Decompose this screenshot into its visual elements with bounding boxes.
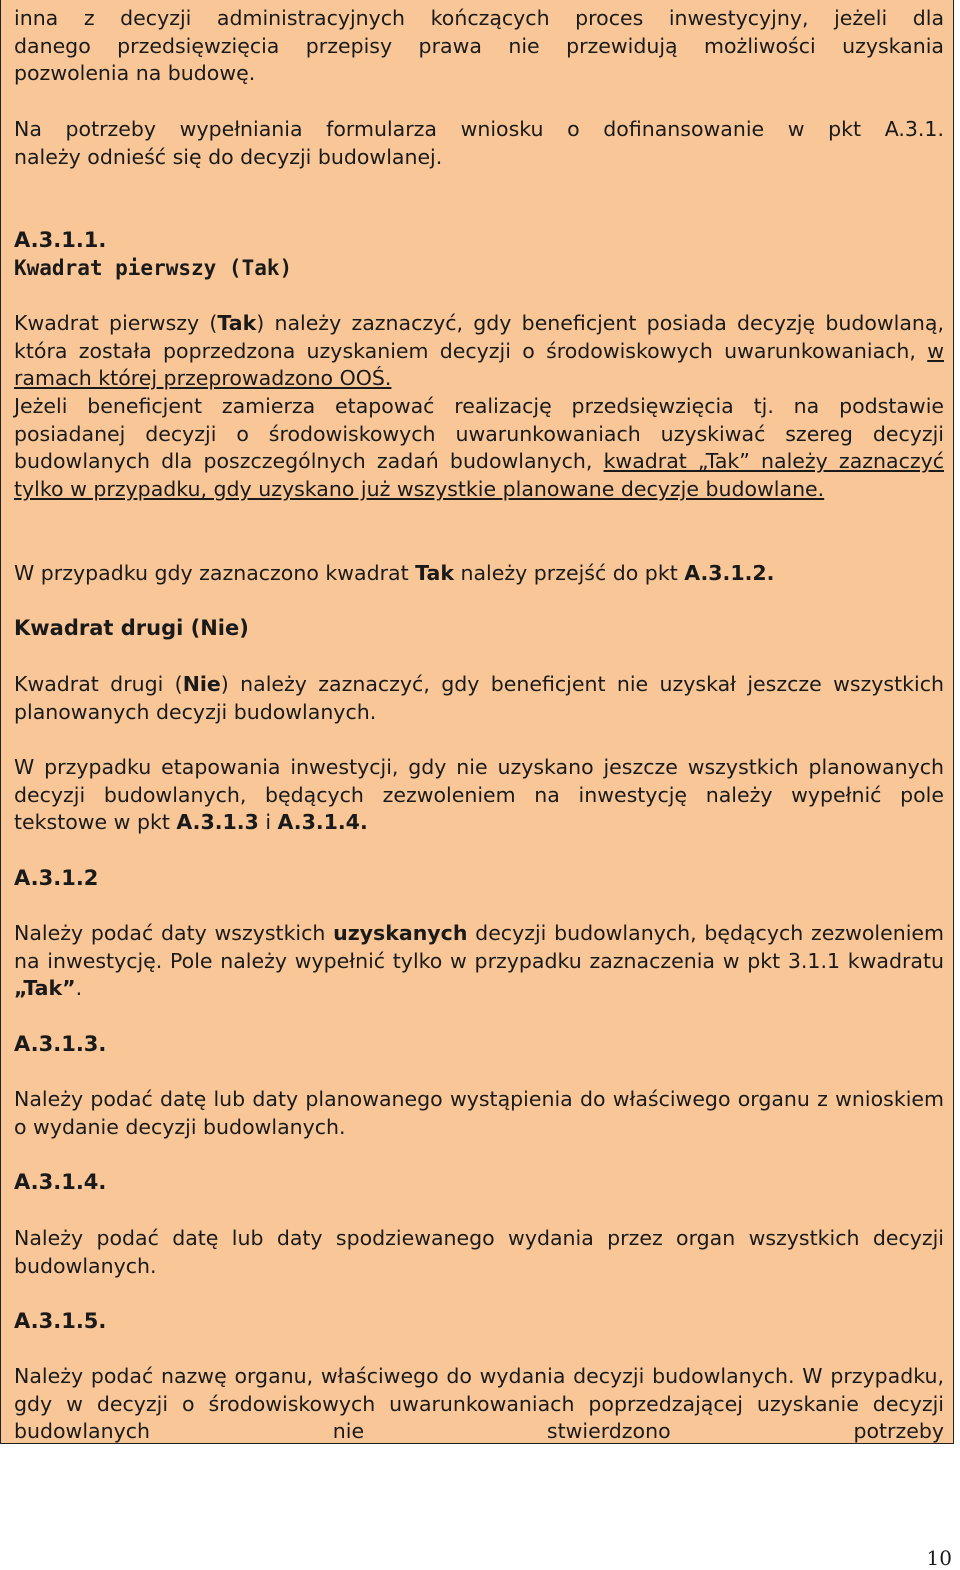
kwadrat-drugi-paragraph-2: W przypadku etapowania inwestycji, gdy nie uzyskano jeszcze wszystkich planowanych decyzji budowlanych, będących zezwoleniem na inwestycję należy wypełnić pole tekstowe w pkt A.3.1.3 i A.3.1.4. — [14, 755, 944, 835]
kwadrat-pierwszy-paragraph-3: W przypadku gdy zaznaczono kwadrat Tak należy przejść do pkt A.3.1.2. — [14, 561, 775, 585]
section-title-kwadrat-drugi: Kwadrat drugi (Nie) — [14, 616, 249, 640]
page-number: 10 — [926, 1546, 952, 1570]
section-number-a3112: A.3.1.2 — [14, 866, 99, 890]
section-title-kwadrat-pierwszy: Kwadrat pierwszy (Tak) — [14, 256, 293, 280]
kwadrat-pierwszy-paragraph-1: Kwadrat pierwszy (Tak) należy zaznaczyć, gdy beneficjent posiada decyzję budowlaną, która została poprzedzona uzyskaniem decyzji o środowiskowych uwarunkowaniach, w ramach której przeprowadzono OOŚ. — [14, 311, 944, 391]
intro-line-2: danego przedsięwzięcia przepisy prawa nie przewidują możliwości uzyskania — [14, 34, 944, 58]
kwadrat-drugi-paragraph-1: Kwadrat drugi (Nie) należy zaznaczyć, gdy beneficjent nie uzyskał jeszcze wszystkich planowanych decyzji budowlanych. — [14, 672, 944, 724]
section-number-a3113: A.3.1.3. — [14, 1032, 107, 1056]
note-line-1: Na potrzeby wypełniania formularza wniosku o dofinansowanie w pkt A.3.1. — [14, 117, 944, 141]
note-line-2: należy odnieść się do decyzji budowlanej. — [14, 145, 443, 169]
intro-line-3: pozwolenia na budowę. — [14, 61, 256, 85]
section-number-a3115: A.3.1.5. — [14, 1309, 107, 1333]
section-number-a3111: A.3.1.1. — [14, 228, 107, 252]
a3114-paragraph: Należy podać datę lub daty spodziewanego wydania przez organ wszystkich decyzji budowlanych. — [14, 1226, 944, 1278]
intro-line-1: inna z decyzji administracyjnych kończących proces inwestycyjny, jeżeli dla — [14, 6, 944, 30]
a3113-paragraph: Należy podać datę lub daty planowanego wystąpienia do właściwego organu z wnioskiem o wydanie decyzji budowlanych. — [14, 1087, 944, 1139]
section-number-a3114: A.3.1.4. — [14, 1170, 107, 1194]
a3112-paragraph: Należy podać daty wszystkich uzyskanych decyzji budowlanych, będących zezwoleniem na inwestycję. Pole należy wypełnić tylko w przypadku zaznaczenia w pkt 3.1.1 kwadratu „Tak”. — [14, 921, 944, 1001]
kwadrat-pierwszy-paragraph-2: Jeżeli beneficjent zamierza etapować realizację przedsięwzięcia tj. na podstawie posiadanej decyzji o środowiskowych uwarunkowaniach uzyskiwać szereg decyzji budowlanych dla poszczególnych zadań budowlanych, kwadrat „Tak” należy zaznaczyć tylko w przypadku, gdy uzyskano już wszystkie planowane decyzje budowlane. — [14, 394, 945, 502]
a3115-paragraph: Należy podać nazwę organu, właściwego do wydania decyzji budowlanych. W przypadku, gdy w decyzji o środowiskowych uwarunkowaniach poprzedzającej uzyskanie decyzji budowlanych nie stwierdzono potrzeby — [14, 1364, 944, 1444]
